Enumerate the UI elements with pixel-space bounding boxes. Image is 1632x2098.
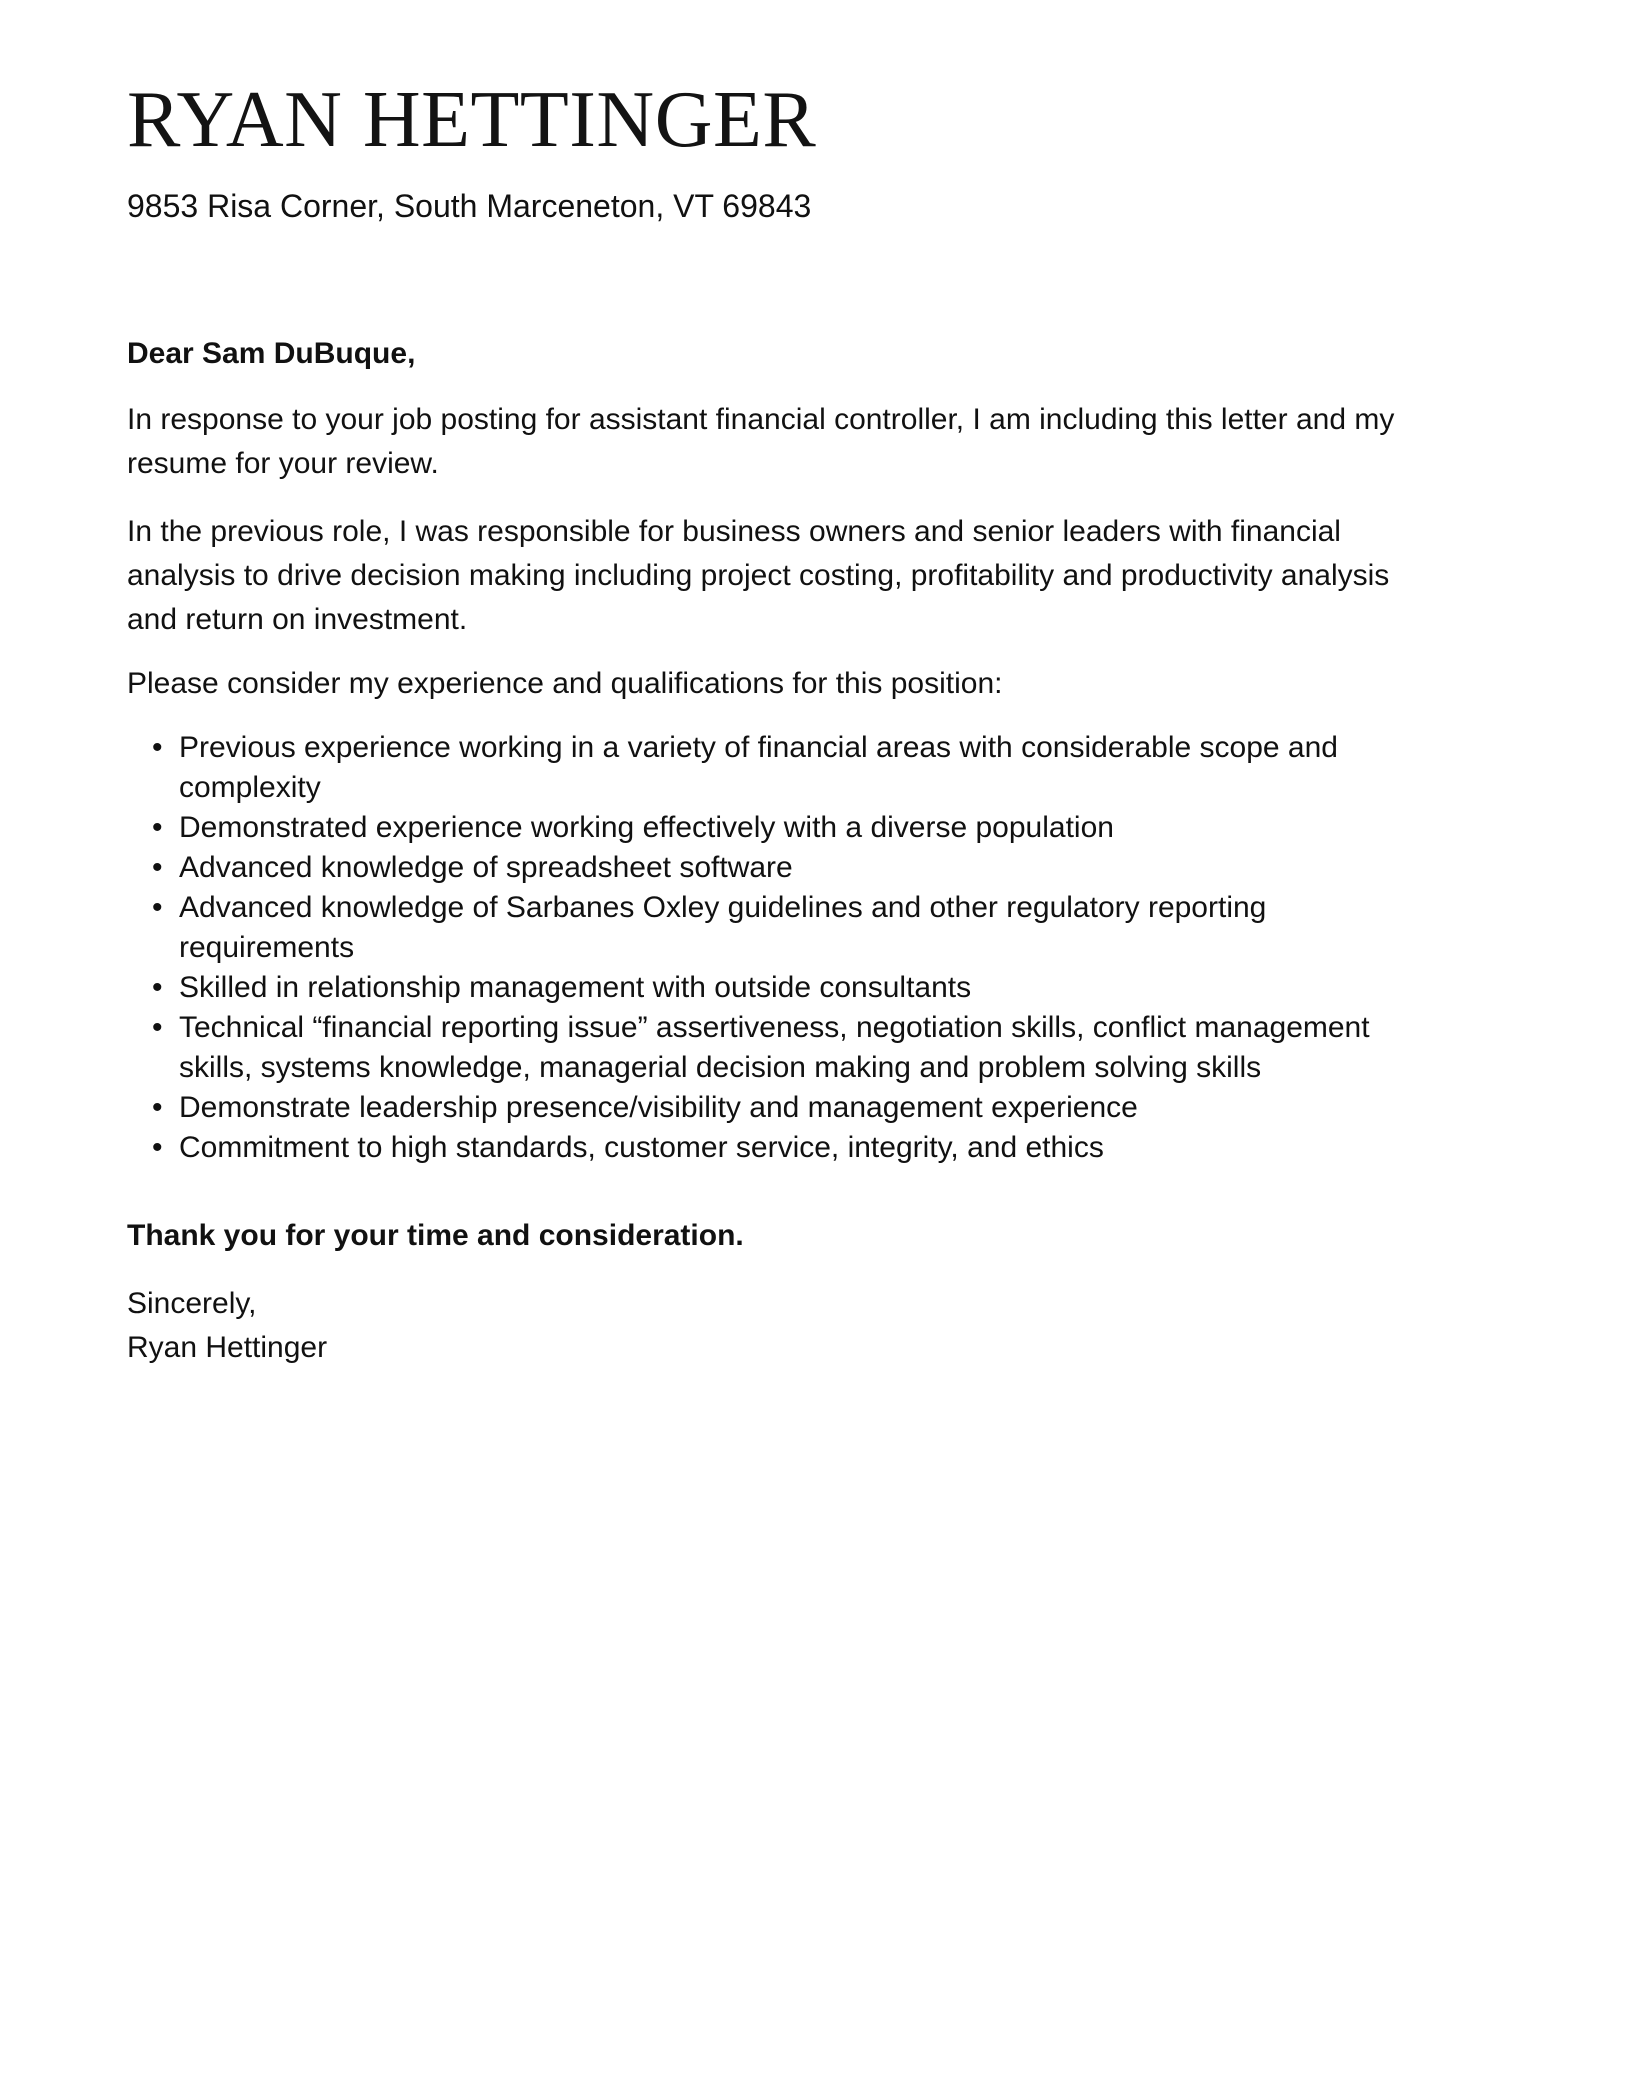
salutation: Dear Sam DuBuque, [127, 337, 416, 370]
sender-name: RYAN HETTINGER [127, 76, 817, 164]
valediction: Sincerely, [127, 1287, 257, 1320]
signature-name: Ryan Hettinger [127, 1331, 328, 1364]
paragraph-intro: In response to your job posting for assistant financial controller, I am including this letter and my resume for your review. [127, 403, 1395, 480]
qualification-item: • Skilled in relationship management with outside consultants [179, 968, 1427, 1008]
signoff-block [127, 1282, 1427, 1370]
paragraph-previous-role: In the previous role, I was responsible for business owners and senior leaders with financial analysis to drive decision making including project costing, profitability and productivity analysis and return on investment. [127, 515, 1390, 636]
qualification-item: • Technical “financial reporting issue” assertiveness, negotiation skills, conflict management skills, systems knowledge, managerial decision making and problem solving skills [179, 1008, 1427, 1088]
qualification-item: • Demonstrate leadership presence/visibility and management experience [179, 1088, 1427, 1128]
qualifications-list [127, 728, 1427, 1168]
qualification-item: • Previous experience working in a variety of financial areas with considerable scope and complexity [179, 728, 1427, 808]
paragraph-consider: Please consider my experience and qualifications for this position: [127, 667, 1003, 700]
qualification-item: • Advanced knowledge of spreadsheet software [179, 848, 1427, 888]
qualification-item: • Advanced knowledge of Sarbanes Oxley guidelines and other regulatory reporting requirements [179, 888, 1427, 968]
qualification-item: • Commitment to high standards, customer service, integrity, and ethics [179, 1128, 1427, 1168]
sender-address: 9853 Risa Corner, South Marceneton, VT 69843 [127, 188, 812, 224]
qualification-item: • Demonstrated experience working effectively with a diverse population [179, 808, 1427, 848]
closing-thanks: Thank you for your time and consideration. [127, 1219, 744, 1252]
